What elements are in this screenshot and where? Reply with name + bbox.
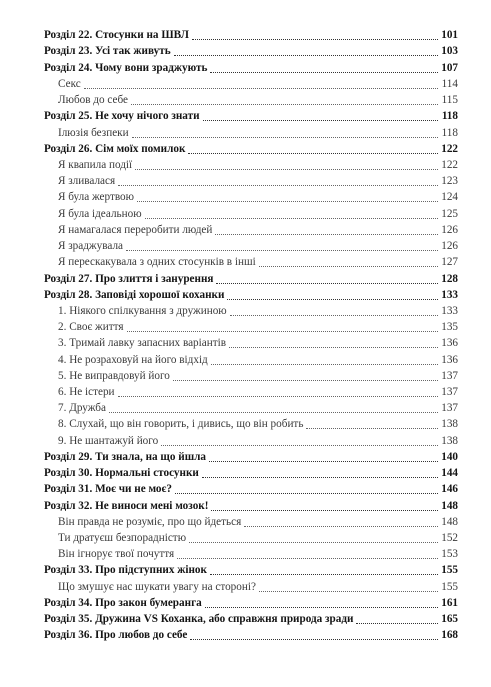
toc-subsection-entry [44, 172, 458, 188]
toc-subsection-entry [44, 204, 458, 220]
toc-entry-title: Я перескакувала з одних стосунків в інші [58, 256, 256, 269]
toc-entry-title: 1. Ніякого спілкування з дружиною [58, 304, 227, 317]
toc-entry-title: 2. Своє життя [58, 321, 124, 334]
dot-leader [174, 45, 438, 56]
dot-leader [210, 564, 438, 575]
dot-leader [205, 597, 438, 608]
toc-page-number: 103 [441, 45, 458, 58]
toc-entry-title: Він правда не розуміє, про що йдеться [58, 515, 242, 528]
toc-page-number: 168 [441, 629, 458, 642]
toc-page-number: 133 [441, 304, 458, 317]
toc-entry-title: Розділ 30. Нормальні стосунки [44, 467, 199, 480]
dot-leader [203, 110, 438, 121]
toc-entry-title: 7. Дружба [58, 402, 106, 415]
toc-entry-title: Розділ 22. Стосунки на ШВЛ [44, 29, 189, 42]
dot-leader [210, 62, 438, 73]
toc-subsection-entry [44, 350, 458, 366]
toc-page-number: 118 [441, 126, 458, 139]
toc-page-number: 148 [441, 515, 458, 528]
dot-leader [216, 273, 438, 284]
toc-entry-title: Що змушує нас шукати увагу на стороні? [58, 580, 256, 593]
toc-chapter-entry [44, 626, 458, 642]
toc-subsection-entry [44, 545, 458, 561]
toc-entry-title: Я зраджувала [58, 240, 123, 253]
toc-page-number: 136 [441, 337, 458, 350]
dot-leader [131, 94, 438, 105]
dot-leader [229, 337, 438, 348]
toc-entry-title: Я намагалася переробити людей [58, 223, 213, 236]
toc-chapter-entry [44, 58, 458, 74]
toc-subsection-entry [44, 415, 458, 431]
dot-leader [211, 354, 438, 365]
toc-entry-title: Розділ 23. Усі так живуть [44, 45, 171, 58]
toc-entry-title: Розділ 36. Про любов до себе [44, 629, 188, 642]
toc-page-number: 155 [441, 580, 458, 593]
toc-chapter-entry [44, 594, 458, 610]
toc-page-number: 138 [441, 418, 458, 431]
dot-leader [175, 483, 438, 494]
toc-entry-title: Розділ 32. Не виноси мені мозок! [44, 499, 209, 512]
toc-entry-title: Розділ 29. Ти знала, на що йшла [44, 450, 207, 463]
toc-page-number: 126 [441, 223, 458, 236]
toc-subsection-entry [44, 383, 458, 399]
toc-subsection-entry [44, 237, 458, 253]
toc-page-number: 137 [441, 369, 458, 382]
toc-page-number: 148 [441, 499, 458, 512]
toc-entry-title: Ти дратуєш безпорадністю [58, 532, 187, 544]
toc-entry-title: Ілюзія безпеки [58, 126, 129, 139]
toc-entry-title: Любов до себе [58, 94, 128, 107]
dot-leader [192, 29, 438, 40]
toc-page-number: 126 [441, 240, 458, 253]
toc-page-number: 161 [441, 596, 458, 609]
dot-leader [190, 629, 438, 640]
dot-leader [259, 256, 438, 267]
toc-entry-title: Розділ 26. Сім моїх помилок [44, 142, 186, 155]
dot-leader [306, 418, 438, 429]
toc-subsection-entry [44, 221, 458, 237]
toc-chapter-entry [44, 561, 458, 577]
toc-entry-title: 3. Тримай лавку запасних варіантів [58, 337, 226, 350]
dot-leader [145, 208, 438, 219]
dot-leader [118, 386, 438, 397]
toc-subsection-entry [44, 431, 458, 447]
toc-subsection-entry [44, 253, 458, 269]
toc-page-number: 122 [441, 142, 458, 155]
toc-entry-title: 4. Не розраховуй на його відхід [58, 353, 208, 366]
toc-entry-title: Розділ 24. Чому вони зраджують [44, 61, 208, 74]
toc-entry-title: Я квапила події [58, 158, 133, 171]
dot-leader [161, 435, 438, 446]
toc-entry-title: 9. Не шантажуй його [58, 434, 159, 447]
toc-subsection-entry [44, 513, 458, 529]
toc-chapter-entry [44, 480, 458, 496]
dot-leader [109, 402, 438, 413]
toc-page-number: 127 [441, 256, 458, 269]
toc-entry-title: Я зливалася [58, 175, 116, 188]
toc-page-number: 107 [441, 61, 458, 74]
toc-page-number: 152 [441, 532, 458, 544]
toc-page-number: 165 [441, 613, 458, 626]
dot-leader [127, 321, 438, 332]
toc-entry-title: Розділ 28. Заповіді хорошої коханки [44, 288, 225, 301]
dot-leader [227, 289, 438, 300]
toc-subsection-entry [44, 302, 458, 318]
toc-chapter-entry [44, 269, 458, 285]
toc-subsection-entry [44, 367, 458, 383]
toc-entry-title: Розділ 33. Про підступних жінок [44, 564, 207, 577]
toc-entry-title: 5. Не виправдовуй його [58, 369, 170, 382]
toc-page-number: 146 [441, 483, 458, 496]
dot-leader [135, 159, 438, 170]
dot-leader [244, 516, 438, 527]
toc-page-number: 144 [441, 467, 458, 480]
toc-entry-title: 6. Не істери [58, 386, 115, 399]
toc-subsection-entry [44, 156, 458, 172]
toc-chapter-entry [44, 140, 458, 156]
toc-page-number: 115 [441, 94, 458, 107]
dot-leader [137, 191, 438, 202]
dot-leader [126, 240, 438, 251]
toc-chapter-entry [44, 107, 458, 123]
toc-chapter-entry [44, 496, 458, 512]
dot-leader [259, 581, 438, 592]
toc-subsection-entry [44, 318, 458, 334]
toc-chapter-entry [44, 610, 458, 626]
toc-entry-title: 8. Слухай, що він говорить, і дивись, що він робить [58, 418, 304, 431]
dot-leader [188, 143, 438, 154]
toc-page-number: 135 [441, 321, 458, 334]
toc-chapter-entry [44, 464, 458, 480]
toc-chapter-entry [44, 42, 458, 58]
dot-leader [132, 127, 438, 138]
toc-subsection-entry [44, 577, 458, 593]
toc-page-number: 138 [441, 434, 458, 447]
toc-page-number: 125 [441, 207, 458, 220]
toc-page-number: 118 [441, 110, 458, 123]
toc-chapter-entry [44, 448, 458, 464]
toc-page-number: 153 [441, 548, 458, 561]
table-of-contents [44, 26, 458, 642]
toc-page-number: 137 [441, 402, 458, 415]
toc-chapter-entry [44, 286, 458, 302]
toc-page-number: 155 [441, 564, 458, 577]
dot-leader [230, 305, 438, 316]
toc-entry-title: Розділ 35. Дружина VS Коханка, або справжня природа зради [44, 613, 354, 626]
toc-subsection-entry [44, 334, 458, 350]
dot-leader [177, 548, 438, 559]
toc-page-number: 114 [441, 77, 458, 90]
toc-subsection-entry [44, 75, 458, 91]
toc-entry-title: Розділ 34. Про закон бумеранга [44, 596, 202, 609]
toc-page-number: 140 [441, 450, 458, 463]
dot-leader [84, 78, 438, 89]
dot-leader [215, 224, 438, 235]
toc-subsection-entry [44, 188, 458, 204]
toc-page-number: 128 [441, 272, 458, 285]
toc-entry-title: Розділ 25. Не хочу нічого знати [44, 110, 200, 123]
toc-entry-title: Він ігнорує твої почуття [58, 548, 175, 561]
dot-leader [211, 500, 438, 511]
toc-entry-title: Я була ідеальною [58, 207, 142, 220]
toc-page-number: 136 [441, 353, 458, 366]
toc-page-number: 124 [441, 191, 458, 204]
toc-page-number: 123 [441, 175, 458, 188]
dot-leader [202, 467, 438, 478]
toc-chapter-entry [44, 26, 458, 42]
toc-entry-title: Розділ 27. Про злиття і занурення [44, 272, 214, 285]
toc-subsection-entry [44, 123, 458, 139]
toc-entry-title: Розділ 31. Моє чи не моє? [44, 483, 172, 496]
toc-page-number: 137 [441, 386, 458, 399]
dot-leader [209, 451, 438, 462]
dot-leader [189, 532, 438, 543]
toc-subsection-entry [44, 91, 458, 107]
toc-page-number: 133 [441, 288, 458, 301]
toc-subsection-entry [44, 399, 458, 415]
toc-page-number: 101 [441, 29, 458, 42]
toc-page-number: 122 [441, 158, 458, 171]
toc-subsection-entry [44, 529, 458, 545]
dot-leader [173, 370, 438, 381]
dot-leader [118, 175, 438, 186]
toc-entry-title: Я була жертвою [58, 191, 135, 204]
dot-leader [356, 613, 438, 624]
toc-entry-title: Секс [58, 77, 81, 90]
